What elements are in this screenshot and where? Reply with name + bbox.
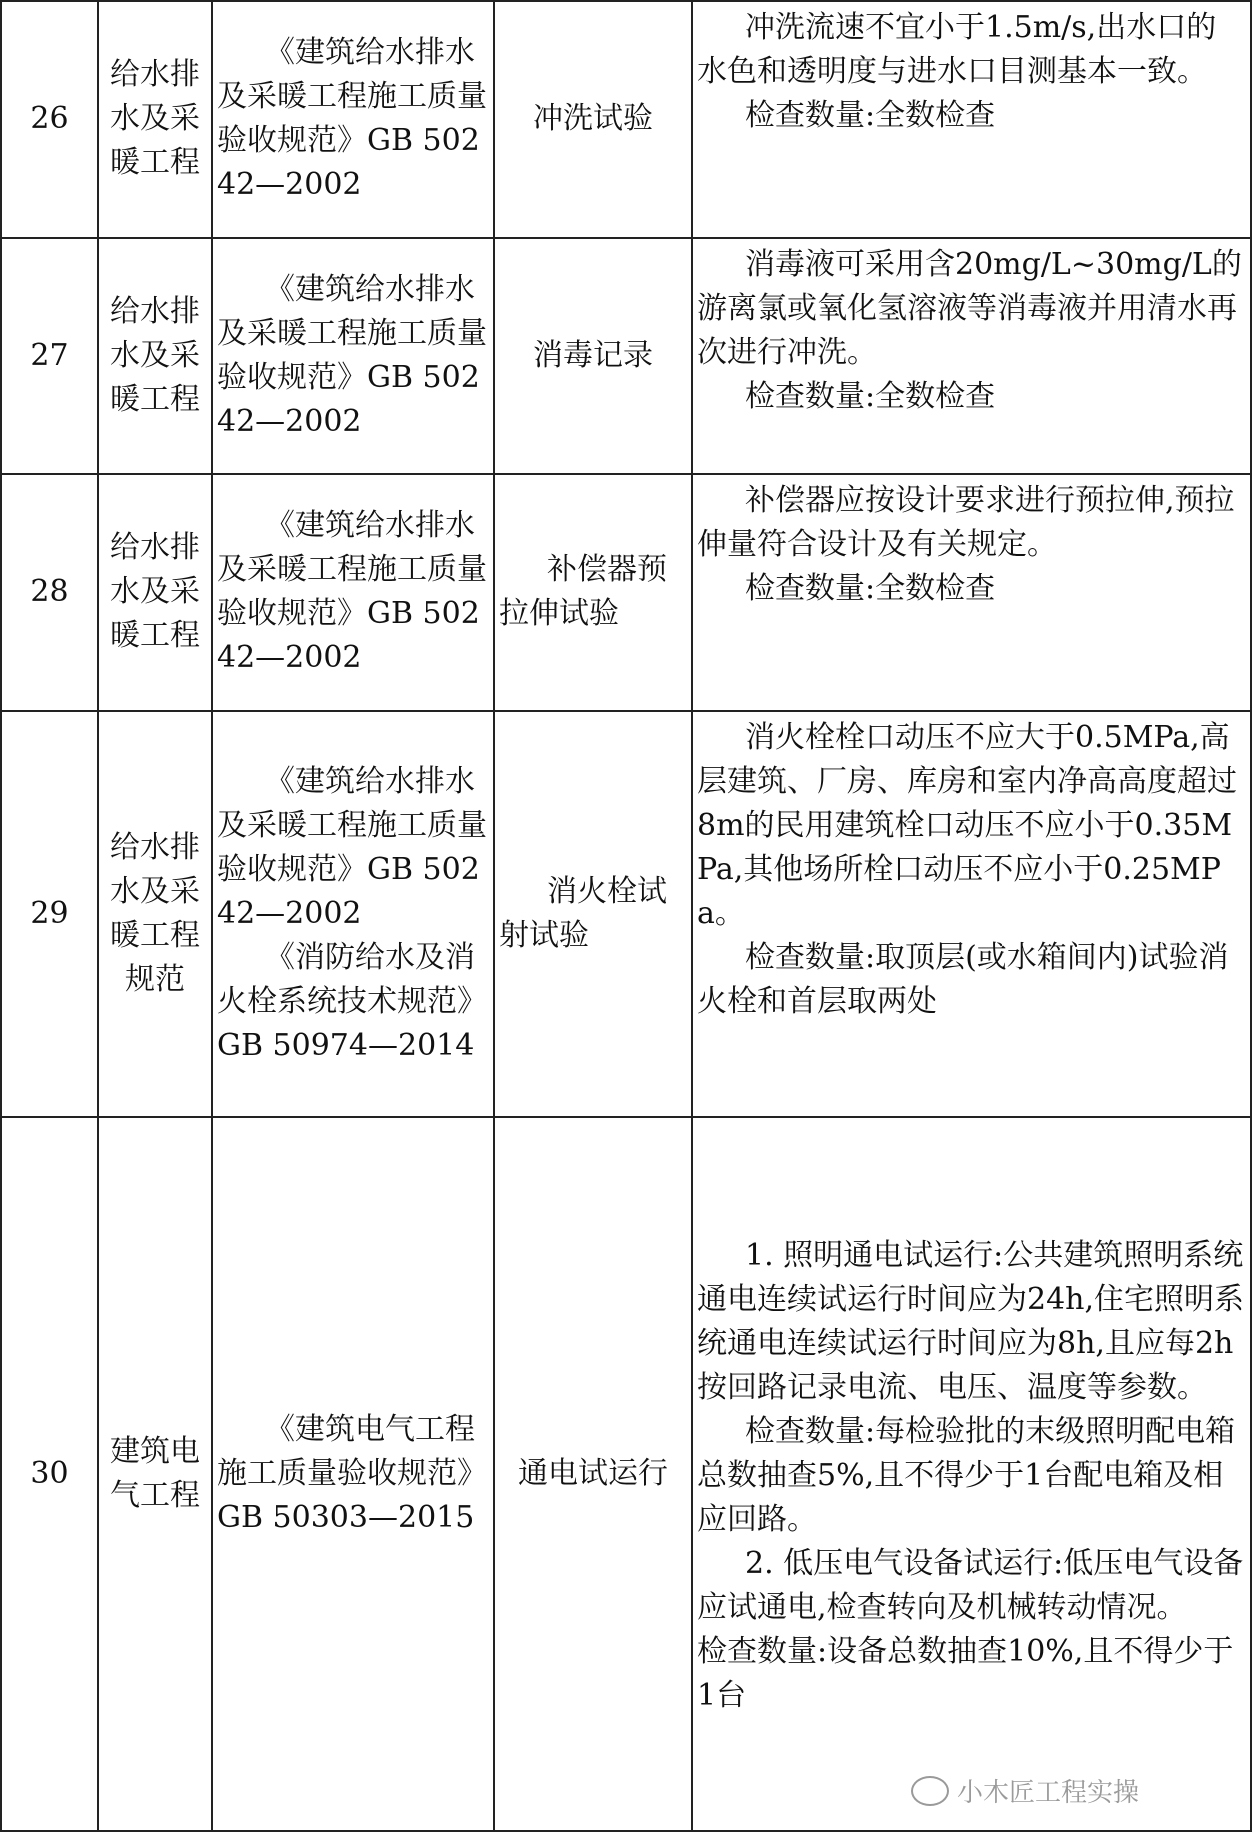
table-row	[1, 474, 1251, 711]
standard-text: 《建筑给水排水及采暖工程施工质量验收规范》GB 50242—2002	[217, 35, 487, 203]
item-text: 补偿器预拉伸试验	[499, 552, 667, 632]
standard-text: 《建筑给水排水及采暖工程施工质量验收规范》GB 50242—2002	[217, 508, 487, 676]
requirement-text: 消毒液可采用含20mg/L~30mg/L的游离氯或氧化氢溶液等消毒液并用清水再次进行冲洗。	[697, 246, 1242, 370]
row-requirement	[692, 1, 1251, 238]
row-standard	[212, 1117, 494, 1831]
row-category: 给水排水及采暖工程	[98, 238, 212, 475]
row-number: 28	[1, 474, 98, 711]
row-category: 给水排水及采暖工程规范	[98, 711, 212, 1117]
check-quantity: 检查数量:全数检查	[745, 571, 996, 606]
row-standard	[212, 1, 494, 238]
standard-text: 《建筑给水排水及采暖工程施工质量验收规范》GB 50242—2002	[217, 763, 487, 931]
check-quantity-2: 检查数量:设备总数抽查10%,且不得少于1台	[697, 1633, 1234, 1713]
item-text: 消火栓试射试验	[499, 873, 667, 953]
row-standard	[212, 711, 494, 1117]
table-row	[1, 1117, 1251, 1831]
requirement-text: 消火栓栓口动压不应大于0.5MPa,高层建筑、厂房、库房和室内净高高度超过8m的民用建筑栓口动压不应小于0.35MPa,其他场所栓口动压不应小于0.25MPa。	[697, 719, 1237, 931]
table-row	[1, 1, 1251, 238]
standard-text-2: 《消防给水及消火栓系统技术规范》GB 50974—2014	[217, 939, 487, 1063]
check-quantity: 检查数量:取顶层(或水箱间内)试验消火栓和首层取两处	[697, 939, 1229, 1019]
row-number: 30	[1, 1117, 98, 1831]
row-item: 通电试运行	[494, 1117, 692, 1831]
standard-text: 《建筑给水排水及采暖工程施工质量验收规范》GB 50242—2002	[217, 271, 487, 439]
row-number: 27	[1, 238, 98, 475]
row-item: 冲洗试验	[494, 1, 692, 238]
row-requirement	[692, 238, 1251, 475]
watermark	[911, 1772, 1139, 1809]
check-quantity: 检查数量:全数检查	[745, 98, 996, 133]
requirement-text: 补偿器应按设计要求进行预拉伸,预拉伸量符合设计及有关规定。	[697, 483, 1235, 562]
check-quantity: 检查数量:全数检查	[745, 378, 996, 414]
row-item: 消毒记录	[494, 238, 692, 475]
row-requirement	[692, 711, 1251, 1117]
row-standard	[212, 474, 494, 711]
wechat-icon	[911, 1776, 949, 1806]
row-number: 29	[1, 711, 98, 1117]
row-requirement	[692, 474, 1251, 711]
requirement-text: 1. 照明通电试运行:公共建筑照明系统通电连续试运行时间应为24h,住宅照明系统通电连续试运行时间应为8h,且应每2h按回路记录电流、电压、温度等参数。	[697, 1237, 1245, 1405]
table-row	[1, 238, 1251, 475]
row-standard	[212, 238, 494, 475]
row-requirement	[692, 1117, 1251, 1831]
table-row	[1, 711, 1251, 1117]
watermark-text: 小木匠工程实操	[956, 1778, 1139, 1808]
row-category: 建筑电气工程	[98, 1117, 212, 1831]
check-quantity: 检查数量:每检验批的末级照明配电箱总数抽查5%,且不得少于1台配电箱及相应回路。	[697, 1413, 1236, 1537]
row-category: 给水排水及采暖工程	[98, 474, 212, 711]
row-item	[494, 711, 692, 1117]
row-number: 26	[1, 1, 98, 238]
row-item	[494, 474, 692, 711]
standard-text: 《建筑电气工程施工质量验收规范》GB 50303—2015	[217, 1411, 487, 1535]
requirement-text-2: 2. 低压电气设备试运行:低压电气设备应试通电,检查转向及机械转动情况。	[697, 1545, 1244, 1625]
requirement-text: 冲洗流速不宜小于1.5m/s,出水口的水色和透明度与进水口目测基本一致。	[697, 10, 1217, 89]
row-category: 给水排水及采暖工程	[98, 1, 212, 238]
